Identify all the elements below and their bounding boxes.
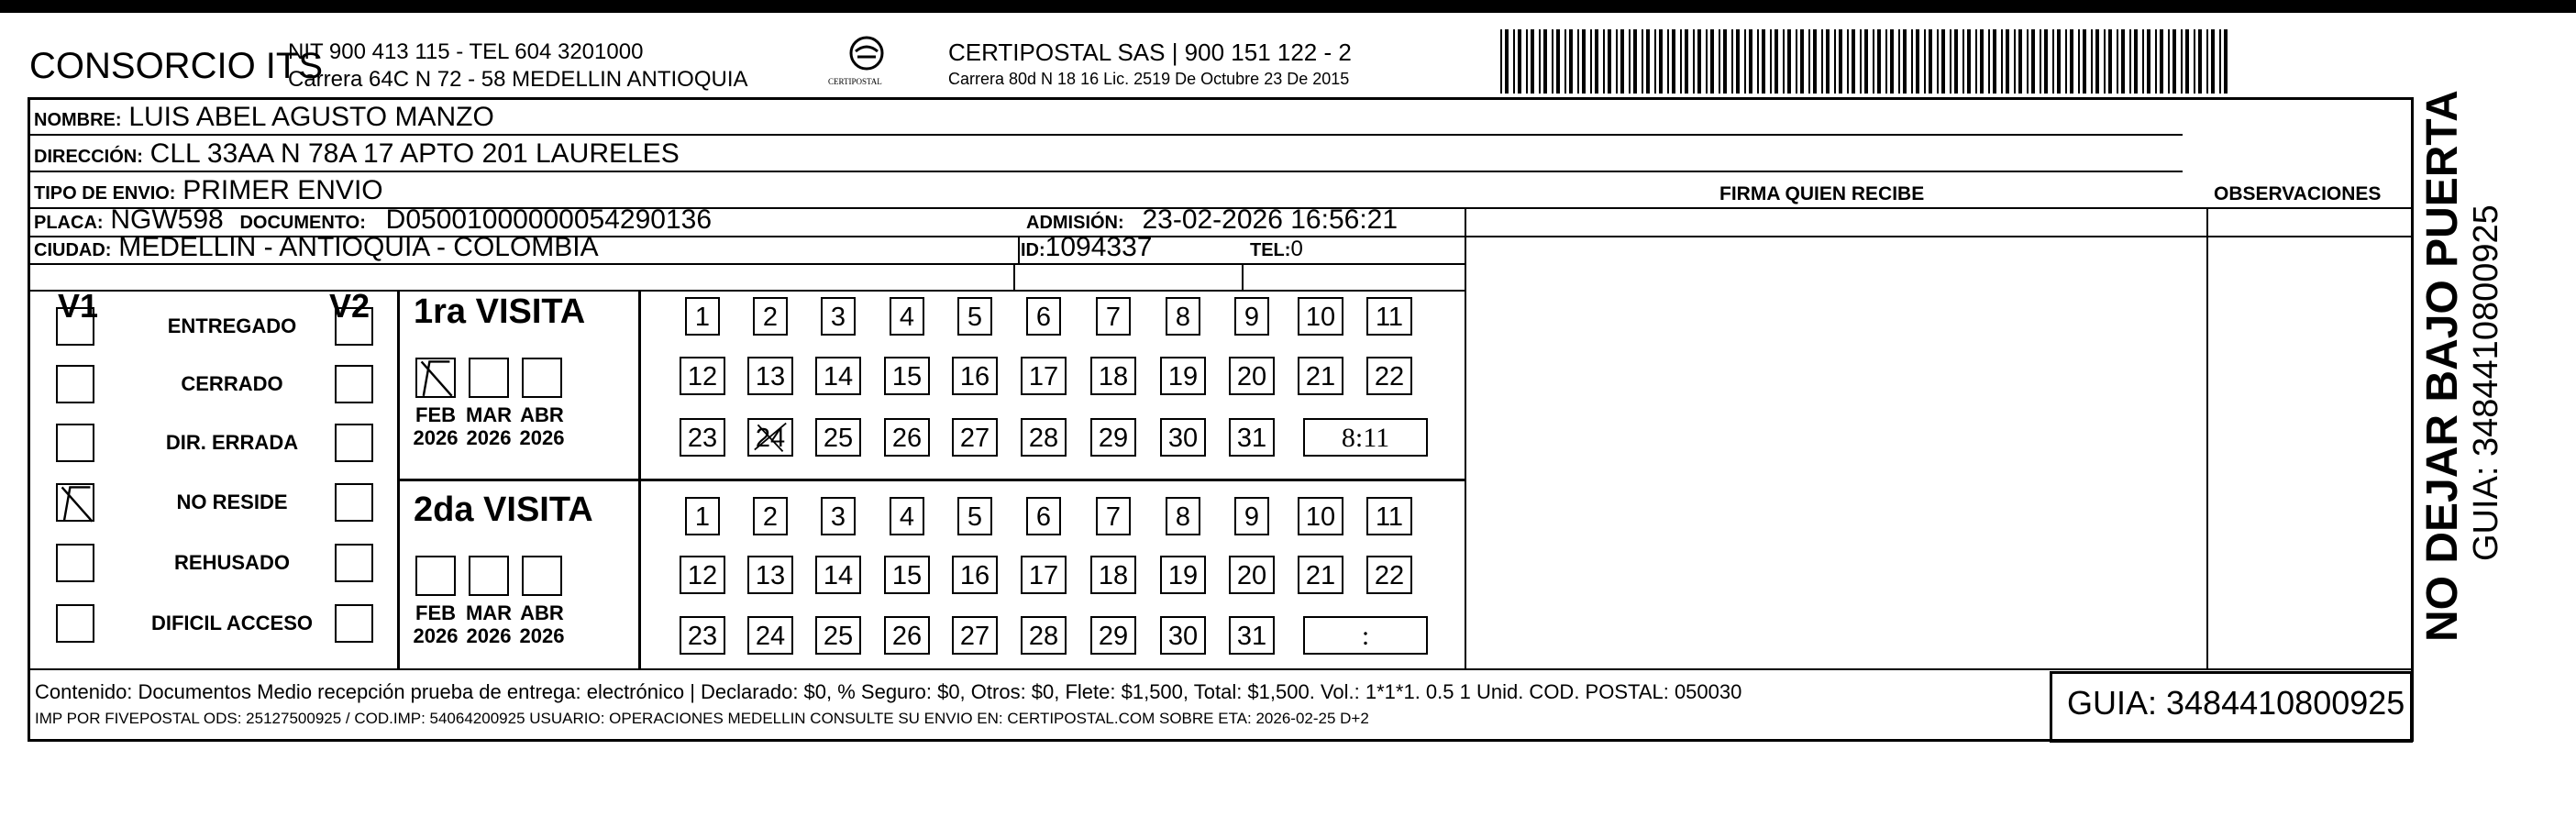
day-box[interactable]: 8 (1166, 497, 1200, 535)
day-box[interactable]: 30 (1160, 418, 1206, 457)
day-box[interactable]: 11 (1366, 297, 1412, 336)
barcode-bar (1556, 29, 1560, 94)
check-mark-icon (56, 483, 96, 524)
tel-cell (1250, 232, 1303, 266)
day-box[interactable]: 6 (1026, 297, 1061, 336)
month-year: 2026 (519, 624, 565, 647)
barcode-bar (1731, 29, 1733, 94)
barcode-bar (1672, 29, 1675, 94)
barcode-bar (2001, 29, 2003, 94)
day-box[interactable]: 31 (1229, 418, 1275, 457)
day-box[interactable]: 21 (1298, 357, 1343, 395)
logo-text: CERTIPOSTAL (828, 77, 882, 86)
barcode-bar (2206, 29, 2208, 94)
day-box[interactable]: 22 (1366, 556, 1412, 594)
barcode-bar (2147, 29, 2150, 94)
barcode-bar (2181, 29, 2183, 94)
month-name: ABR (520, 403, 564, 426)
top-border-bar (0, 0, 2576, 13)
v2-header: V2 (329, 287, 370, 325)
day-mark-icon (749, 420, 791, 455)
month-name: FEB (415, 601, 456, 624)
barcode-bar (1693, 29, 1695, 94)
barcode-bar (1885, 29, 1887, 94)
day-box[interactable]: 24 (747, 418, 793, 457)
company-address: Carrera 64C N 72 - 58 MEDELLIN ANTIOQUIA (288, 67, 748, 92)
barcode-bar (1500, 29, 1502, 94)
day-box[interactable]: 31 (1229, 616, 1275, 655)
company-name: CONSORCIO ITS (29, 46, 324, 86)
footer-print-info: IMP POR FIVEPOSTAL ODS: 25127500925 / COD.IMP: 54064200925 USUARIO: OPERACIONES MEDELLIN CONSULTE SU ENVIO EN: CERTIPOSTAL.COM SOBRE ETA: 2026-02-25 D+2 (35, 710, 1369, 727)
day-box[interactable]: 3 (821, 297, 856, 336)
barcode-bar (1539, 29, 1541, 94)
barcode-bar (1762, 29, 1765, 94)
barcode-bar (2091, 29, 2093, 94)
month-label (461, 601, 516, 647)
id-value: 1094337 (1045, 232, 1153, 262)
day-box[interactable]: 9 (1234, 497, 1269, 535)
month-name: MAR (465, 601, 513, 624)
recipient-name: LUIS ABEL AGUSTO MANZO (128, 102, 494, 132)
day-box[interactable]: 29 (1090, 616, 1136, 655)
barcode-bar (1552, 29, 1553, 94)
barcode-bar (1770, 29, 1772, 94)
barcode-bar (2211, 29, 2215, 94)
day-box[interactable]: 27 (952, 616, 998, 655)
barcode-bar (1808, 29, 1810, 94)
barcode-bar (2095, 29, 2099, 94)
barcode-bar (1852, 29, 1855, 94)
day-box[interactable]: 23 (680, 418, 725, 457)
city-label: CIUDAD: (34, 240, 112, 260)
barcode-bar (2014, 29, 2016, 94)
certipostal-info: CERTIPOSTAL SAS | 900 151 122 - 2 (948, 39, 1352, 66)
day-box[interactable]: 18 (1090, 556, 1136, 594)
status-label: DIR. ERRADA (165, 431, 299, 454)
barcode-bar (1719, 29, 1720, 94)
barcode-bar (1860, 29, 1862, 94)
v1-checkbox[interactable] (56, 604, 94, 643)
barcode-bar (1577, 29, 1579, 94)
day-box[interactable]: 5 (957, 297, 992, 336)
barcode-bar (1847, 29, 1849, 94)
day-box[interactable]: 17 (1021, 556, 1067, 594)
time-box[interactable]: 8:11 (1303, 418, 1428, 457)
barcode-bar (1595, 29, 1598, 94)
footer-contents: Contenido: Documentos Medio recepción prueba de entrega: electrónico | Declarado: $0, % Seguro: $0, Otros: $0, Flete: $1,500, Total: $1,500. Vol.: 1*1*1. 0.5 1 Unid. COD. POSTAL: 050030 (35, 680, 1742, 703)
v2-checkbox[interactable] (335, 544, 373, 582)
barcode-bar (1903, 29, 1907, 94)
barcode-bar (1787, 29, 1791, 94)
do-not-leave-notice: NO DEJAR BAJO PUERTA (2418, 90, 2467, 642)
day-box[interactable]: 19 (1160, 556, 1206, 594)
barcode-bar (1531, 29, 1534, 94)
barcode-bar (2129, 29, 2131, 94)
day-box[interactable]: 13 (747, 357, 793, 395)
month-year: 2026 (413, 426, 459, 449)
visit1-title: 1ra VISITA (414, 292, 586, 331)
month-label (408, 601, 463, 647)
barcode-bar (1826, 29, 1830, 94)
month-checkbox[interactable] (522, 556, 562, 596)
side-guia-number: GUIA: 3484410800925 (2467, 204, 2505, 561)
barcode-bar (1744, 29, 1746, 94)
visit-divider (397, 479, 1465, 481)
v2-checkbox[interactable] (335, 307, 373, 346)
barcode-bar (1697, 29, 1701, 94)
barcode-bar (1929, 29, 1932, 94)
barcode-bar (2070, 29, 2073, 94)
month-checkbox[interactable] (469, 556, 509, 596)
status-label: NO RESIDE (176, 491, 288, 513)
admission-value: 23-02-2026 16:56:21 (1142, 204, 1399, 235)
barcode-bar (2224, 29, 2228, 94)
month-checkbox[interactable] (415, 556, 456, 596)
day-box[interactable]: 16 (952, 357, 998, 395)
status-label: CERRADO (181, 372, 283, 395)
month-label (408, 403, 463, 449)
barcode-bar (1890, 29, 1894, 94)
barcode-bar (2052, 29, 2054, 94)
barcode-bar (1603, 29, 1605, 94)
day-box[interactable]: 10 (1298, 497, 1343, 535)
day-box[interactable]: 15 (884, 357, 930, 395)
barcode-bar (1774, 29, 1778, 94)
barcode-bar (2040, 29, 2041, 94)
col-divider (1242, 263, 1244, 291)
address-label: DIRECCIÓN: (34, 147, 143, 167)
day-box[interactable]: 2 (753, 297, 788, 336)
barcode-bar (1590, 29, 1592, 94)
certipostal-address: Carrera 80d N 18 16 Lic. 2519 De Octubre 23 De 2015 (948, 70, 1350, 88)
barcode-bar (2108, 29, 2112, 94)
month-checkbox[interactable] (522, 358, 562, 398)
v1-checkbox[interactable] (56, 307, 94, 346)
day-box[interactable]: 25 (815, 418, 861, 457)
status-label: ENTREGADO (167, 314, 297, 337)
time-box[interactable]: : (1303, 616, 1428, 655)
signature-column-title: FIRMA QUIEN RECIBE (1719, 183, 1925, 204)
month-name: MAR (465, 403, 513, 426)
day-box[interactable]: 3 (821, 497, 856, 535)
barcode-bar (2117, 29, 2118, 94)
day-box[interactable]: 7 (1096, 297, 1131, 336)
month-year: 2026 (466, 426, 512, 449)
barcode-bar (1962, 29, 1964, 94)
barcode-bar (2172, 29, 2176, 94)
day-box[interactable]: 17 (1021, 357, 1067, 395)
barcode-bar (1629, 29, 1631, 94)
barcode-bar (1736, 29, 1740, 94)
day-box[interactable]: 20 (1229, 357, 1275, 395)
v2-checkbox[interactable] (335, 424, 373, 462)
barcode-bar (1608, 29, 1611, 94)
day-box[interactable]: 23 (680, 616, 725, 655)
day-box[interactable]: 1 (685, 297, 720, 336)
barcode-bar (1582, 29, 1586, 94)
day-box[interactable]: 28 (1021, 616, 1067, 655)
month-checkbox[interactable] (469, 358, 509, 398)
v2-checkbox[interactable] (335, 365, 373, 403)
day-box[interactable]: 2 (753, 497, 788, 535)
tel-value: 0 (1290, 237, 1303, 261)
observations-column-title: OBSERVACIONES (2214, 183, 2382, 204)
day-box[interactable]: 4 (890, 297, 924, 336)
month-year: 2026 (466, 624, 512, 647)
day-box[interactable]: 20 (1229, 556, 1275, 594)
month-label (514, 601, 569, 647)
barcode-bar (2006, 29, 2009, 94)
month-name: FEB (415, 403, 456, 426)
barcode-bar (1967, 29, 1971, 94)
barcode-bar (1898, 29, 1900, 94)
v1-checkbox[interactable] (56, 544, 94, 582)
barcode-bar (1654, 29, 1656, 94)
tel-label: TEL: (1250, 240, 1291, 260)
barcode-bar (1505, 29, 1509, 94)
barcode-bar (1941, 29, 1945, 94)
send-type-label: TIPO DE ENVIO: (34, 183, 176, 204)
month-label (461, 403, 516, 449)
day-box[interactable]: 15 (884, 556, 930, 594)
barcode-bar (1950, 29, 1951, 94)
barcode-bar (2194, 29, 2195, 94)
barcode-bar (1642, 29, 1643, 94)
col-divider (638, 290, 641, 669)
day-box[interactable]: 26 (884, 616, 930, 655)
barcode-bar (1646, 29, 1650, 94)
barcode-bar (1783, 29, 1785, 94)
admission-label: ADMISIÓN: (1026, 213, 1124, 233)
month-year: 2026 (519, 426, 565, 449)
barcode-bar (1616, 29, 1618, 94)
barcode-bar (1924, 29, 1926, 94)
day-box[interactable]: 7 (1096, 497, 1131, 535)
barcode-bar (2168, 29, 2170, 94)
day-box[interactable]: 10 (1298, 297, 1343, 336)
barcode-bar (1873, 29, 1874, 94)
month-name: ABR (520, 601, 564, 624)
day-box[interactable]: 13 (747, 556, 793, 594)
barcode-bar (1633, 29, 1637, 94)
col-divider (1465, 207, 1466, 669)
barcode-bar (2142, 29, 2144, 94)
day-box[interactable]: 6 (1026, 497, 1061, 535)
city-row (34, 232, 599, 266)
day-box[interactable]: 12 (680, 556, 725, 594)
barcode-bar (2121, 29, 2125, 94)
barcode-bar (1821, 29, 1823, 94)
name-row (34, 102, 494, 136)
row-divider (30, 668, 2411, 670)
month-checkbox[interactable] (415, 358, 456, 398)
recipient-address: CLL 33AA N 78A 17 APTO 201 LAURELES (149, 138, 680, 169)
delivery-form (28, 97, 2414, 742)
day-box[interactable]: 24 (747, 616, 793, 655)
day-box[interactable]: 5 (957, 497, 992, 535)
day-box[interactable]: 14 (815, 556, 861, 594)
barcode-bar (2078, 29, 2080, 94)
month-label (514, 403, 569, 449)
barcode-bar (1916, 29, 1919, 94)
barcode (1500, 29, 2234, 94)
day-box[interactable]: 4 (890, 497, 924, 535)
v2-checkbox[interactable] (335, 604, 373, 643)
day-box[interactable]: 25 (815, 616, 861, 655)
document-value: D05001000000054290136 (385, 204, 713, 235)
day-box[interactable]: 1 (685, 497, 720, 535)
barcode-bar (2155, 29, 2157, 94)
barcode-bar (2018, 29, 2022, 94)
barcode-bar (1937, 29, 1939, 94)
barcode-bar (1975, 29, 1977, 94)
barcode-bar (1980, 29, 1984, 94)
barcode-bar (2219, 29, 2221, 94)
check-mark-icon (415, 358, 456, 398)
barcode-bar (2198, 29, 2202, 94)
barcode-bar (1800, 29, 1804, 94)
col-divider (1018, 236, 1020, 263)
name-label: NOMBRE: (34, 110, 122, 130)
day-box[interactable]: 9 (1234, 297, 1269, 336)
day-box[interactable]: 12 (680, 357, 725, 395)
id-label: ID: (1021, 240, 1045, 260)
barcode-bar (1659, 29, 1663, 94)
col-divider (2206, 207, 2208, 669)
barcode-bar (1813, 29, 1817, 94)
city-value: MEDELLIN - ANTIOQUIA - COLOMBIA (118, 232, 599, 262)
barcode-bar (1834, 29, 1836, 94)
day-box[interactable]: 29 (1090, 418, 1136, 457)
send-type-value: PRIMER ENVIO (182, 175, 383, 205)
barcode-bar (1526, 29, 1528, 94)
day-box[interactable]: 21 (1298, 556, 1343, 594)
visit2-title: 2da VISITA (414, 491, 593, 529)
barcode-bar (1564, 29, 1566, 94)
plate-label: PLACA: (34, 213, 104, 233)
barcode-bar (2031, 29, 2035, 94)
barcode-bar (1543, 29, 1547, 94)
barcode-bar (1706, 29, 1708, 94)
document-label: DOCUMENTO: (239, 213, 366, 233)
barcode-bar (1864, 29, 1868, 94)
barcode-bar (1569, 29, 1573, 94)
day-box[interactable]: 19 (1160, 357, 1206, 395)
col-divider (397, 290, 400, 669)
day-box[interactable]: 16 (952, 556, 998, 594)
status-label: DIFICIL ACCESO (150, 612, 313, 634)
certipostal-logo-icon (830, 33, 903, 97)
v1-checkbox[interactable] (56, 483, 94, 522)
day-box[interactable]: 27 (952, 418, 998, 457)
barcode-bar (1620, 29, 1624, 94)
day-box[interactable]: 14 (815, 357, 861, 395)
barcode-bar (1954, 29, 1958, 94)
barcode-bar (1877, 29, 1881, 94)
barcode-bar (1839, 29, 1842, 94)
barcode-bar (1757, 29, 1759, 94)
plate-value: NGW598 (110, 204, 224, 235)
day-box[interactable]: 18 (1090, 357, 1136, 395)
barcode-bar (1749, 29, 1752, 94)
barcode-bar (1723, 29, 1727, 94)
day-box[interactable]: 26 (884, 418, 930, 457)
barcode-bar (2104, 29, 2106, 94)
barcode-bar (2185, 29, 2189, 94)
v1-checkbox[interactable] (56, 365, 94, 403)
barcode-bar (2057, 29, 2061, 94)
nit-line: NIT 900 413 115 - TEL 604 3201000 (288, 39, 644, 64)
barcode-bar (1518, 29, 1521, 94)
day-box[interactable]: 28 (1021, 418, 1067, 457)
status-label: REHUSADO (174, 551, 290, 574)
id-cell (1021, 232, 1152, 266)
barcode-bar (2065, 29, 2067, 94)
barcode-bar (1796, 29, 1797, 94)
barcode-bar (2027, 29, 2029, 94)
barcode-bar (1993, 29, 1996, 94)
barcode-bar (1680, 29, 1682, 94)
day-box[interactable]: 8 (1166, 297, 1200, 336)
company-info (288, 39, 748, 94)
v1-header: V1 (58, 287, 99, 325)
barcode-bar (1988, 29, 1990, 94)
v1-checkbox[interactable] (56, 424, 94, 462)
col-divider (1013, 263, 1015, 291)
day-box[interactable]: 30 (1160, 616, 1206, 655)
barcode-bar (2160, 29, 2163, 94)
barcode-bar (1513, 29, 1515, 94)
day-box[interactable]: 11 (1366, 497, 1412, 535)
barcode-bar (1710, 29, 1714, 94)
v2-checkbox[interactable] (335, 483, 373, 522)
month-year: 2026 (413, 624, 459, 647)
address-row (34, 138, 680, 172)
barcode-bar (2044, 29, 2048, 94)
guia-number: GUIA: 3484410800925 (2067, 684, 2405, 722)
row-divider (30, 290, 1465, 292)
barcode-bar (1685, 29, 1688, 94)
barcode-bar (2134, 29, 2138, 94)
barcode-bar (1911, 29, 1913, 94)
barcode-bar (2083, 29, 2086, 94)
day-box[interactable]: 22 (1366, 357, 1412, 395)
barcode-bar (1667, 29, 1669, 94)
